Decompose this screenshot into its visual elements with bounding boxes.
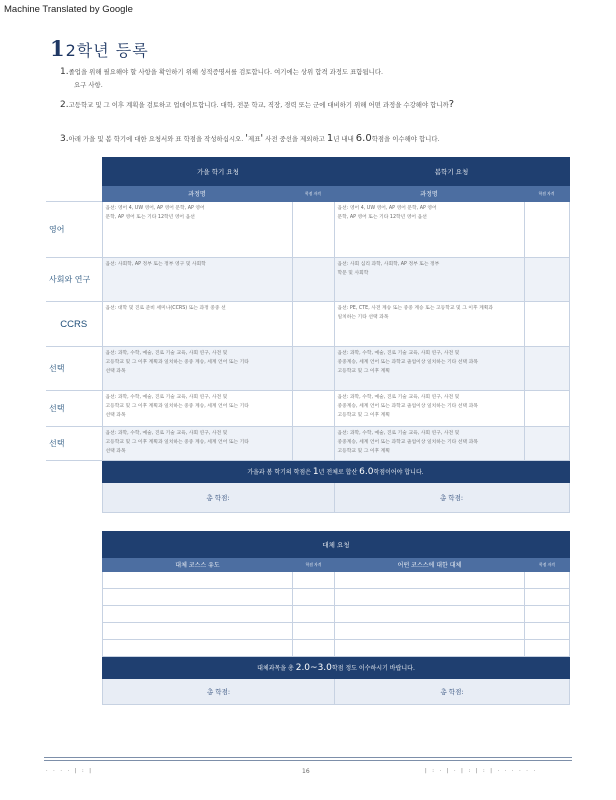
replaced-course-cell[interactable] [335, 640, 525, 657]
replaced-total-credits[interactable]: 총 학점: [335, 679, 570, 705]
spring-course-cell[interactable]: 옵션: 과학, 수학, 예술, 진로 기술 교육, 사회 연구, 사전 및 중중계승, 세계 언어 또는 과학교 졸업이상 일치하는 기타 선택 과목 고등학교 및 그 이후 계획 [334, 427, 524, 461]
spring-course-cell[interactable]: 옵션: 과학, 수학, 예술, 진로 기술 교육, 사회 연구, 사전 및 중중계승, 세계 언어 또는 과학교 졸업이상 일치하는 기타 선택 과목 고등학교 및 그 이후 계획 [334, 391, 524, 427]
instruction-2: 2.고등학교 및 그 이후 계획을 검토하고 업데이트합니다. 대학, 전문 학교, 직장, 경력 또는 군에 대비하기 위해 어떤 과정을 수강해야 합니까? [60, 99, 454, 110]
spring-credit-cell[interactable] [524, 391, 569, 427]
alternate-course-cell[interactable] [103, 606, 293, 623]
replaced-course-header: 어떤 코스스에 대한 대체 [335, 558, 525, 572]
row-label-elective: 선택 [46, 347, 102, 391]
fall-credit-cell[interactable] [292, 202, 334, 258]
fall-course-cell[interactable]: 옵션: 사회학, AP 정부 또는 정부 영구 및 사회학 [102, 258, 292, 302]
alternate-request-table [102, 531, 570, 705]
footer-divider [44, 757, 572, 758]
fall-credit-cell[interactable] [292, 258, 334, 302]
alternate-course-cell[interactable] [103, 623, 293, 640]
page-title-text: 2학년 등록 [65, 41, 149, 60]
table-row [46, 427, 569, 461]
footer-left-text: · · · · | : | [46, 768, 93, 774]
course-request-table [46, 157, 570, 513]
footer-divider [44, 760, 572, 761]
instruction-3: 3.아래 가을 및 봄 학기에 대한 요청서와 표 학점을 작성하십시오. '제표' 사전 중선을 제외하고 1년 내내 6.0학점을 이수해야 합니다. [60, 133, 440, 144]
credit-requirement-note: 가을과 봄 학기의 학점은 1년 전체로 합산 6.0학점이어야 합니다. [102, 461, 569, 483]
alternate-course-header: 대체 코스스 유도 [103, 558, 293, 572]
alternate-credit-cell[interactable] [293, 623, 335, 640]
replaced-course-cell[interactable] [335, 572, 525, 589]
spring-credit-header: 학점 자격 [524, 186, 569, 202]
alternate-credit-cell[interactable] [293, 572, 335, 589]
spring-credit-cell[interactable] [524, 258, 569, 302]
fall-course-cell[interactable]: 옵션: 대학 및 진로 준비 세미나(CCRS) 또는 과정 중중 선 [102, 302, 292, 347]
footer-right-text: | : · | · | : | : | · · · · · · [425, 768, 538, 774]
fall-total-credits[interactable]: 총 학점: [102, 483, 334, 513]
replaced-credit-cell[interactable] [525, 589, 570, 606]
spring-credit-cell[interactable] [524, 202, 569, 258]
replaced-course-cell[interactable] [335, 623, 525, 640]
replaced-credit-cell[interactable] [525, 623, 570, 640]
table-row [103, 606, 570, 623]
fall-credit-cell[interactable] [292, 427, 334, 461]
table-row [103, 572, 570, 589]
alternate-credit-cell[interactable] [293, 640, 335, 657]
fall-semester-header: 가을 학기 요청 [102, 158, 334, 186]
spring-course-cell[interactable]: 옵션: 사회 심리 과학, 사회학, AP 정부 또는 정부 학문 및 사회학 [334, 258, 524, 302]
machine-translation-banner: Machine Translated by Google [4, 4, 133, 15]
fall-credit-cell[interactable] [292, 391, 334, 427]
page-title [50, 36, 149, 61]
alternate-course-cell[interactable] [103, 572, 293, 589]
table-row [46, 391, 569, 427]
fall-credit-cell[interactable] [292, 347, 334, 391]
alternate-credit-cell[interactable] [293, 589, 335, 606]
replaced-course-cell[interactable] [335, 589, 525, 606]
alternate-credit-note: 대체과목을 총 2.0~3.0학점 정도 이수하시기 바랍니다. [103, 657, 570, 679]
alternate-course-cell[interactable] [103, 640, 293, 657]
row-label-ccrs: CCRS [46, 302, 102, 347]
spring-credit-cell[interactable] [524, 427, 569, 461]
instruction-1: 1.졸업을 위해 필요해야 할 사항을 확인하기 위해 성적증명서를 검토합니다. 여기에는 상위 합격 과정도 표함됩니다. 요구 사항. [60, 67, 384, 89]
fall-course-cell[interactable]: 옵션: 과학, 수학, 예술, 진로 기술 교육, 사회 연구, 사전 및 고등학교 및 그 이후 계획과 일치하는 중중 계승, 세계 언어 또는 기타 선택 과목 [102, 347, 292, 391]
spring-course-cell[interactable]: 옵션: PE, CTE, 사전 계승 또는 중중 계승 또는 고등학교 및 그 이후 계획과 일치하는 기타 선택 과목 [334, 302, 524, 347]
alternate-credit-cell[interactable] [293, 606, 335, 623]
table-row [46, 302, 569, 347]
page-title-number: 1 [50, 36, 65, 61]
spring-total-credits[interactable]: 총 학점: [334, 483, 569, 513]
spring-semester-header: 봄학기 요청 [334, 158, 569, 186]
alternate-credit-header: 학점 자격 [293, 558, 335, 572]
table-row [103, 640, 570, 657]
table-row [46, 258, 569, 302]
table-row [103, 623, 570, 640]
fall-credit-header: 학점 자격 [292, 186, 334, 202]
fall-course-cell[interactable]: 옵션: 과학, 수학, 예술, 진로 기술 교육, 사회 연구, 사전 및 고등학교 및 그 이후 계획과 일치하는 중중 계승, 세계 언어 또는 기타 선택 과목 [102, 391, 292, 427]
row-label-elective: 선택 [46, 427, 102, 461]
spring-credit-cell[interactable] [524, 347, 569, 391]
spring-credit-cell[interactable] [524, 302, 569, 347]
replaced-credit-header: 학점 자격 [525, 558, 570, 572]
row-label-social-studies: 사회와 연구 [46, 258, 102, 302]
page-number: 16 [302, 768, 310, 775]
spring-course-name-header: 과정명 [334, 186, 524, 202]
alternate-total-credits[interactable]: 총 학점: [103, 679, 335, 705]
spring-course-cell[interactable]: 옵션: 영어 4, UW 영어, AP 영어 문학, AP 영어 문학, AP 영어 또는 기타 12학년 영어 옵션 [334, 202, 524, 258]
spring-course-cell[interactable]: 옵션: 과학, 수학, 예술, 진로 기술 교육, 사회 연구, 사전 및 중중계승, 세계 언어 또는 과학교 졸업이상 일치하는 기타 선택 과목 고등학교 및 그 이후 계획 [334, 347, 524, 391]
fall-course-cell[interactable]: 옵션: 영어 4, UW 영어, AP 영어 문학, AP 영어 문학, AP 영어 또는 기타 12학년 영어 옵션 [102, 202, 292, 258]
table-row [46, 347, 569, 391]
fall-credit-cell[interactable] [292, 302, 334, 347]
table-row [103, 589, 570, 606]
replaced-course-cell[interactable] [335, 606, 525, 623]
fall-course-name-header: 과정명 [102, 186, 292, 202]
row-label-elective: 선택 [46, 391, 102, 427]
alternate-request-header: 대체 요청 [103, 532, 570, 558]
replaced-credit-cell[interactable] [525, 606, 570, 623]
replaced-credit-cell[interactable] [525, 640, 570, 657]
alternate-course-cell[interactable] [103, 589, 293, 606]
fall-course-cell[interactable]: 옵션: 과학, 수학, 예술, 진로 기술 교육, 사회 연구, 사전 및 고등학교 및 그 이후 계획과 일치하는 중중 계승, 세계 언어 또는 기타 선택 과목 [102, 427, 292, 461]
table-row [46, 202, 569, 258]
replaced-credit-cell[interactable] [525, 572, 570, 589]
row-label-english: 영어 [46, 202, 102, 258]
